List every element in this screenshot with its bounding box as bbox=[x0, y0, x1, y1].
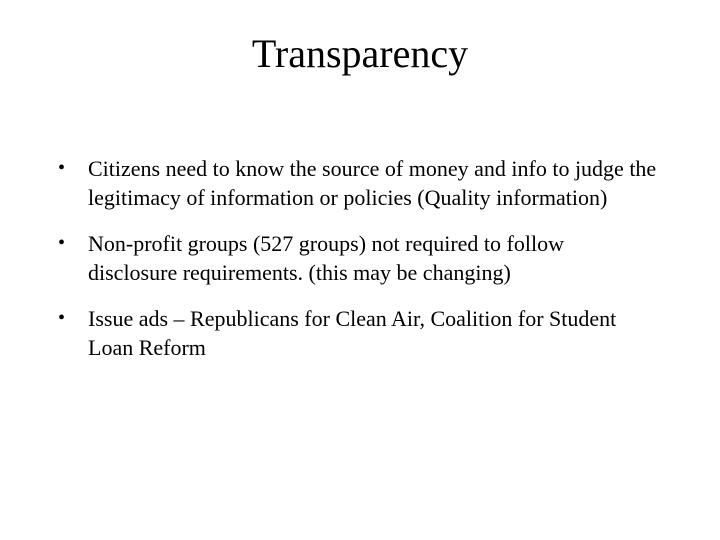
bullet-icon: • bbox=[58, 232, 66, 254]
bullet-icon: • bbox=[58, 307, 66, 329]
slide-title: Transparency bbox=[251, 31, 469, 76]
bullet-text: Non-profit groups (527 groups) not required to follow disclosure requirements. (this may be changing) bbox=[88, 231, 564, 285]
bullet-item-issue-ads bbox=[58, 304, 658, 362]
bullet-text: Issue ads – Republicans for Clean Air, Coalition for Student Loan Reform bbox=[88, 306, 617, 360]
bullet-text: Citizens need to know the source of money and info to judge the legitimacy of information or policies (Quality information) bbox=[88, 156, 657, 210]
bullet-icon: • bbox=[58, 157, 66, 179]
bullet-item-citizens bbox=[58, 154, 658, 212]
bullet-item-nonprofit bbox=[58, 229, 658, 287]
bullet-list bbox=[58, 154, 658, 379]
